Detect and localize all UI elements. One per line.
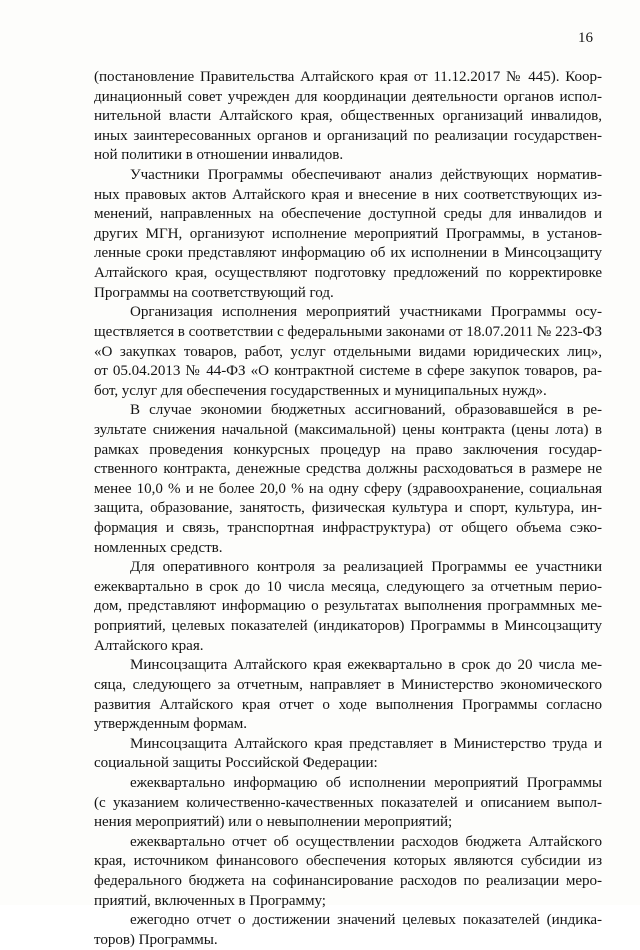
text-line: федерального бюджета на софинансирование расходов по реализации меро- [94,872,602,889]
text-line: защита, образование, занятость, физическая культура и спорт, культура, ин- [94,500,602,517]
text-line: Минсоцзащита Алтайского края представляет в Министерство труда и [130,735,602,752]
text-line: «О закупках товаров, работ, услуг отдельными видами юридических лиц», [94,343,602,360]
text-line: от 05.04.2013 № 44-ФЗ «О контрактной системе в сфере закупок товаров, ра- [94,363,602,380]
text-line: ежеквартально в срок до 10 числа месяца, следующего за отчетным перио- [94,578,602,595]
text-line: В случае экономии бюджетных ассигнований, образовавшейся в ре- [130,402,602,419]
text-line: дом, представляют информацию о результатах выполнения программных ме- [94,598,602,615]
text-line: зультате снижения начальной (максимальной) цены контракта (цены лота) в [94,421,602,438]
text-line: ной политики в отношении инвалидов. [94,147,344,164]
text-line: ежеквартально информацию об исполнении мероприятий Программы [130,774,602,791]
text-line: роприятий, целевых показателей (индикаторов) Программы в Минсоцзащиту [94,618,602,635]
text-line: менее 10,0 % и не более 20,0 % на одну сферу (здравоохранение, социальная [94,480,602,497]
text-line: Организация исполнения мероприятий участниками Программы осу- [130,304,602,321]
text-line: номленных средств. [94,539,223,556]
text-line: динационный совет учрежден для координации деятельности органов испол- [94,88,602,105]
text-line: ществляется в соответствии с федеральными законами от 18.07.2011 № 223-ФЗ [94,323,602,340]
text-line: других МГН, организуют исполнение мероприятий Программы, в установ- [94,225,602,242]
text-line: нительной власти Алтайского края, общественных организаций инвалидов, [94,108,602,125]
text-line: развития Алтайского края отчет о ходе выполнения Программы согласно [94,696,602,713]
text-line: формация и связь, транспортная инфраструктура) от общего объема сэко- [94,520,602,537]
text-line: Минсоцзащита Алтайского края ежеквартально в срок до 20 числа ме- [130,657,602,674]
document-body [94,68,602,950]
text-line: Алтайского края, осуществляют подготовку предложений по корректировке [94,265,602,282]
text-line: бот, услуг для обеспечения государственных и муниципальных нужд». [94,382,547,399]
text-line: Для оперативного контроля за реализацией Программы ее участники [130,559,602,576]
text-line: утвержденным формам. [94,716,247,733]
text-line: менений, направленных на обеспечение доступной среды для инвалидов и [94,206,602,223]
text-line: Участники Программы обеспечивают анализ действующих норматив- [130,167,602,184]
text-line: иных заинтересованных органов и организаций по реализации государствен- [94,127,602,144]
text-line: ежегодно отчет о достижении значений целевых показателей (индика- [130,912,602,929]
text-line: ленные сроки представляют информацию об их исполнении в Минсоцзащиту [94,245,602,262]
text-line: социальной защиты Российской Федерации: [94,755,378,772]
text-line: ных правовых актов Алтайского края и внесение в них соответствующих из- [94,186,602,203]
text-line: сяца, следующего за отчетным, направляет в Министерство экономического [94,676,602,693]
text-line: приятий, включенных в Программу; [94,892,326,909]
text-line: Алтайского края. [94,637,204,654]
page-number: 16 [578,30,593,46]
text-line: торов) Программы. [94,931,218,948]
text-line: (с указанием количественно-качественных показателей и описанием выпол- [94,794,602,811]
text-line: Программы на соответствующий год. [94,284,334,301]
text-line: ежеквартально отчет об осуществлении расходов бюджета Алтайского [130,833,602,850]
text-line: края, источником финансового обеспечения которых являются субсидии из [94,853,602,870]
text-line: нения мероприятий) или о невыполнении мероприятий; [94,814,453,831]
text-line: (постановление Правительства Алтайского края от 11.12.2017 № 445). Коор- [94,69,602,85]
text-line: ственного контракта, денежные средства должны расходоваться в размере не [94,461,602,478]
text-line: рамках проведения конкурсных процедур на право заключения государ- [94,441,602,458]
